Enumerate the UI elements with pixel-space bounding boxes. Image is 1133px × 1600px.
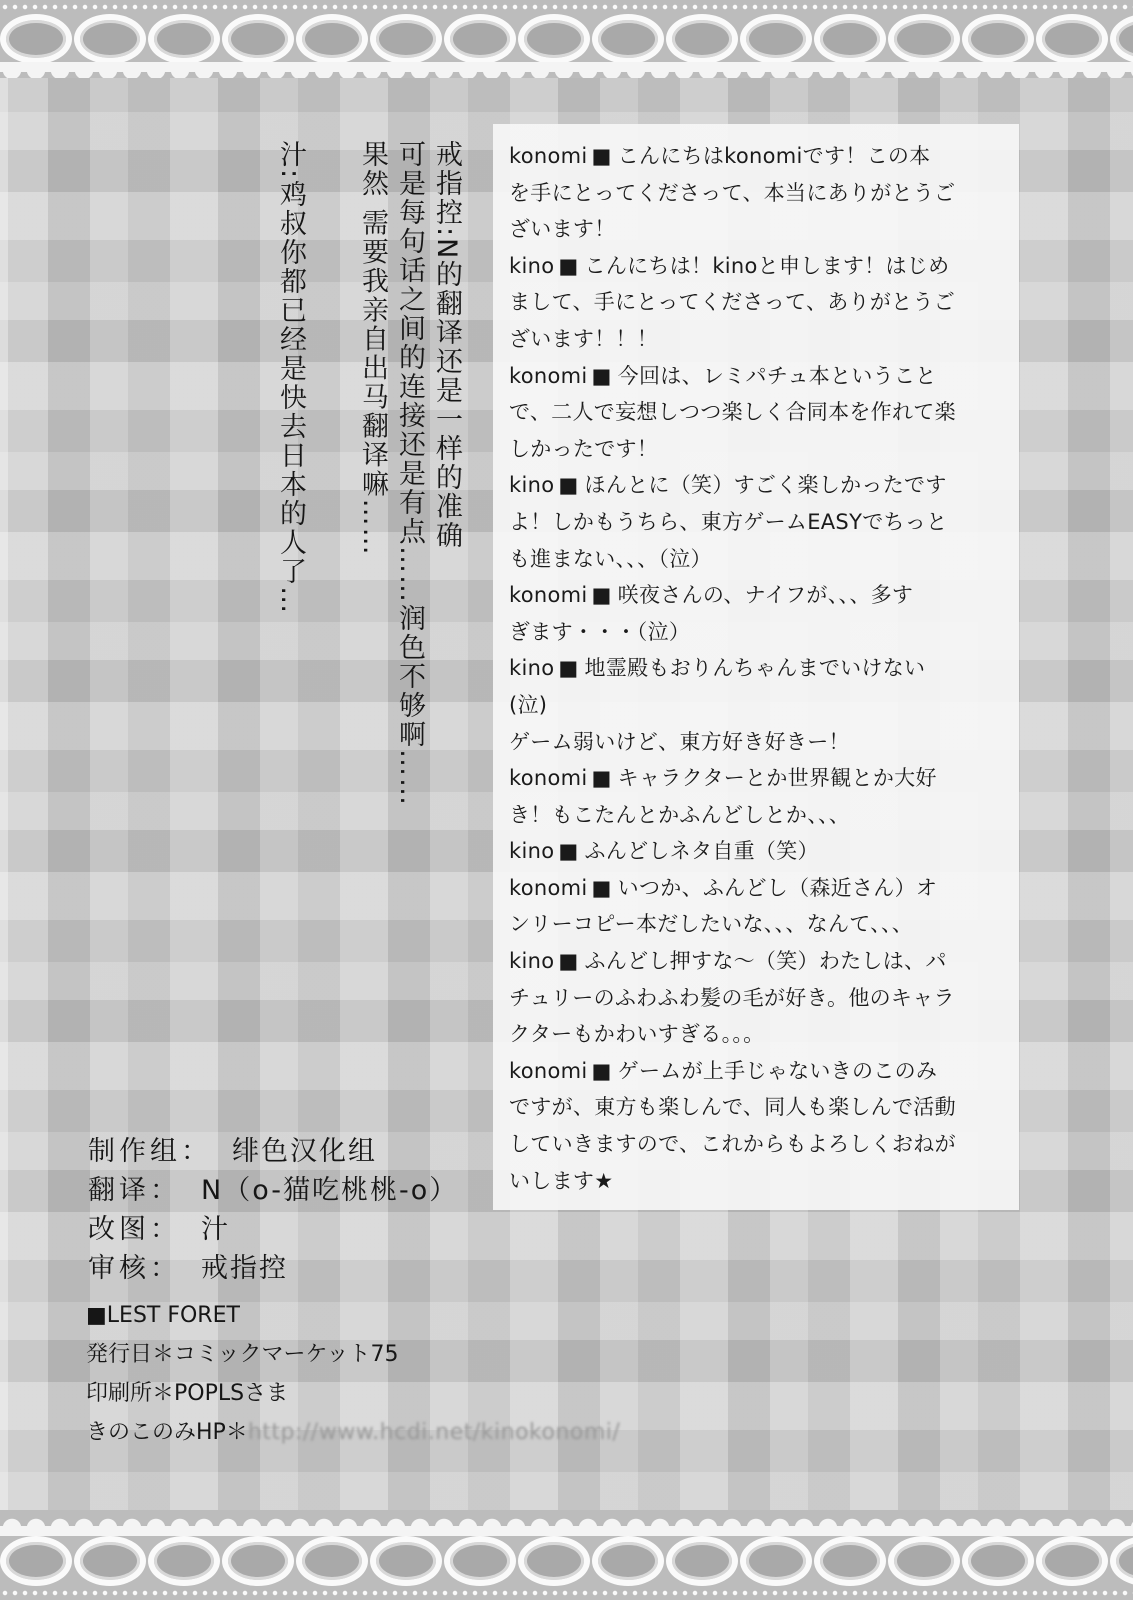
speaker-name: konomi <box>509 875 588 900</box>
lace-loop <box>0 1536 72 1586</box>
dialog-line <box>509 650 1009 687</box>
square-marker-icon: ■ <box>591 1058 612 1083</box>
dialog-text: ふんどし押すな～（笑）わたしは、パ <box>584 949 947 974</box>
translator-note-1: 戒指控:N的翻译还是一样的准确 <box>431 140 462 551</box>
lace-loop <box>148 14 220 64</box>
square-marker-icon: ■ <box>558 656 579 681</box>
lace-loop <box>592 14 664 64</box>
dialog-text: き！もこたんとかふんどしとか、、、 <box>509 802 851 827</box>
square-marker-icon: ■ <box>591 875 612 900</box>
dialog-line <box>509 504 1009 541</box>
dialog-text: こんにちは！kinoと申します！はじめ <box>584 253 950 278</box>
square-marker-icon: ■ <box>558 839 579 864</box>
lace-loop <box>962 14 1034 64</box>
credit-role: 审核： <box>88 1253 181 1284</box>
translator-note-3: 果然 需要我亲自出马翻译嘛…… <box>357 140 388 557</box>
credit-role: 制作组： <box>88 1136 212 1167</box>
translator-note-2: 可是每句话之间的连接还是有点……润色不够啊…… <box>394 140 425 807</box>
dialog-line <box>509 1089 1009 1126</box>
publish-date: 発行日＊コミックマーケット75 <box>86 1342 399 1367</box>
credit-value: N（o-猫吃桃桃-o） <box>201 1175 459 1206</box>
credit-role: 改图： <box>88 1214 181 1245</box>
dialog-text: ほんとに（笑）すごく楽しかったです <box>584 473 947 498</box>
dialog-text: いします★ <box>509 1168 614 1193</box>
lace-loop <box>518 1536 590 1586</box>
credit-row <box>88 1171 458 1210</box>
speaker-name: konomi <box>509 363 588 388</box>
speaker-name: konomi <box>509 583 588 608</box>
dialog-line <box>509 797 1009 834</box>
speaker-name: konomi <box>509 144 588 168</box>
lace-loop <box>148 1536 220 1586</box>
dialog-text: キャラクターとか世界観とか大好 <box>617 766 937 791</box>
dialog-text: を手にとってくださって、本当にありがとうご <box>509 180 956 205</box>
credit-row <box>88 1132 458 1171</box>
homepage-url[interactable]: http://www.hcdi.net/kinokonomi/ <box>247 1420 621 1445</box>
dialog-line <box>509 577 1009 614</box>
speaker-name: kino <box>509 949 555 974</box>
dialog-line <box>509 358 1009 395</box>
dialog-line <box>509 760 1009 797</box>
dialog-line <box>509 467 1009 504</box>
lace-loop <box>888 1536 960 1586</box>
lace-loop <box>740 1536 812 1586</box>
lace-loop <box>370 1536 442 1586</box>
speaker-name: konomi <box>509 766 588 791</box>
lace-loop <box>222 1536 294 1586</box>
lace-loop <box>962 1536 1034 1586</box>
dialog-text: していきますので、これからもよろしくおねが <box>509 1132 956 1157</box>
dialog-text: 今回は、レミパチュ本ということ <box>617 363 937 388</box>
lace-loop <box>814 14 886 64</box>
credit-value: 绯色汉化组 <box>232 1136 377 1167</box>
square-marker-icon: ■ <box>558 473 579 498</box>
dialog-text: ざいます！ <box>509 217 616 242</box>
dialog-line <box>509 980 1009 1017</box>
credit-role: 翻译： <box>88 1175 181 1206</box>
dialog-line <box>509 906 1009 943</box>
dialog-text: ゲームが上手じゃないきのこのみ <box>617 1058 938 1083</box>
dialog-line <box>509 833 1009 870</box>
dialog-line <box>509 138 1009 175</box>
lace-loop <box>518 14 590 64</box>
dialog-line <box>509 870 1009 907</box>
dialog-line <box>509 1126 1009 1163</box>
speaker-name: kino <box>509 253 555 278</box>
square-marker-icon: ■ <box>591 583 612 608</box>
lace-loop <box>1110 14 1133 64</box>
lace-loop <box>296 1536 368 1586</box>
dialog-line <box>509 1016 1009 1053</box>
credit-value: 戒指控 <box>201 1253 288 1284</box>
dialog-line <box>509 284 1009 321</box>
homepage-label: きのこのみHP＊ <box>86 1420 248 1445</box>
dialog-text: ぎます・・・（泣） <box>509 619 691 644</box>
dialog-line <box>509 175 1009 212</box>
lace-border-bottom <box>0 1510 1133 1600</box>
lace-loop <box>0 14 72 64</box>
square-marker-icon: ■ <box>591 363 612 388</box>
dialog-text: ですが、東方も楽しんで、同人も楽しんで活動 <box>509 1095 956 1120</box>
afterword-dialog <box>493 124 1019 1210</box>
lace-loop <box>444 14 516 64</box>
speaker-name: kino <box>509 839 555 864</box>
dialog-text: こんにちはkonomiです！この本 <box>617 144 931 168</box>
dialog-line <box>509 724 1009 761</box>
homepage-line <box>86 1413 620 1452</box>
dialog-line <box>509 614 1009 651</box>
credit-row <box>88 1249 458 1288</box>
dialog-text: 咲夜さんの、ナイフが、、、多す <box>617 583 914 608</box>
page-edge <box>0 0 8 1600</box>
dialog-line <box>509 541 1009 578</box>
lace-border-top <box>0 0 1133 78</box>
dialog-line <box>509 394 1009 431</box>
square-marker-icon: ■ <box>558 949 579 974</box>
dialog-line <box>509 687 1009 724</box>
dialog-line <box>509 1163 1009 1200</box>
dialog-text: ンリーコピー本だしたいな、、、なんて、、、 <box>509 912 914 937</box>
lace-loop <box>370 14 442 64</box>
credits-block <box>88 1132 458 1288</box>
lace-loop <box>1036 14 1108 64</box>
speaker-name: kino <box>509 473 555 498</box>
dialog-text: チュリーのふわふわ髪の毛が好き。他のキャラ <box>509 985 955 1010</box>
dialog-text: (泣) <box>509 692 548 717</box>
dialog-line <box>509 431 1009 468</box>
lace-loop <box>1110 1536 1133 1586</box>
dialog-text: も進まない、、、（泣） <box>509 546 712 571</box>
dialog-text: しかったです！ <box>509 436 659 461</box>
dialog-line <box>509 321 1009 358</box>
lace-loop <box>888 14 960 64</box>
dialog-line <box>509 248 1009 285</box>
printer-name: 印刷所＊POPLSさま <box>86 1381 289 1406</box>
circle-name: ■LEST FORET <box>86 1303 240 1328</box>
lace-loop <box>222 14 294 64</box>
square-marker-icon: ■ <box>558 253 579 278</box>
lace-loop <box>1036 1536 1108 1586</box>
speaker-name: kino <box>509 656 555 681</box>
dialog-text: クターもかわいすぎる。。。 <box>509 1022 765 1047</box>
lace-loop <box>296 14 368 64</box>
publication-info <box>86 1296 620 1452</box>
lace-loop <box>666 1536 738 1586</box>
dialog-text: まして、手にとってくださって、ありがとうご <box>509 290 956 315</box>
credit-row <box>88 1210 458 1249</box>
translator-note-4: 汁:鸡叔你都已经是快去日本的人了… <box>275 140 306 616</box>
credit-value: 汁 <box>201 1214 230 1245</box>
lace-loop <box>444 1536 516 1586</box>
dialog-text: ざいます！！！ <box>509 326 659 351</box>
dialog-text: ふんどしネタ自重（笑） <box>584 839 819 864</box>
square-marker-icon: ■ <box>591 144 612 168</box>
dialog-text: 地霊殿もおりんちゃんまでいけない <box>584 656 926 681</box>
lace-loop <box>74 14 146 64</box>
dialog-text: よ！しかもうちら、東方ゲームEASYでちっと <box>509 509 948 534</box>
dialog-text: で、二人で妄想しつつ楽しく合同本を作れて楽 <box>509 400 956 425</box>
lace-loop <box>740 14 812 64</box>
dialog-text: ゲーム弱いけど、東方好き好きー！ <box>509 729 850 754</box>
speaker-name: konomi <box>509 1058 588 1083</box>
lace-loop <box>814 1536 886 1586</box>
dialog-line <box>509 211 1009 248</box>
lace-loop <box>666 14 738 64</box>
lace-loop <box>592 1536 664 1586</box>
square-marker-icon: ■ <box>591 766 612 791</box>
dialog-line <box>509 943 1009 980</box>
lace-loop <box>74 1536 146 1586</box>
dialog-line <box>509 1053 1009 1090</box>
dialog-text: いつか、ふんどし（森近さん）オ <box>617 875 938 900</box>
